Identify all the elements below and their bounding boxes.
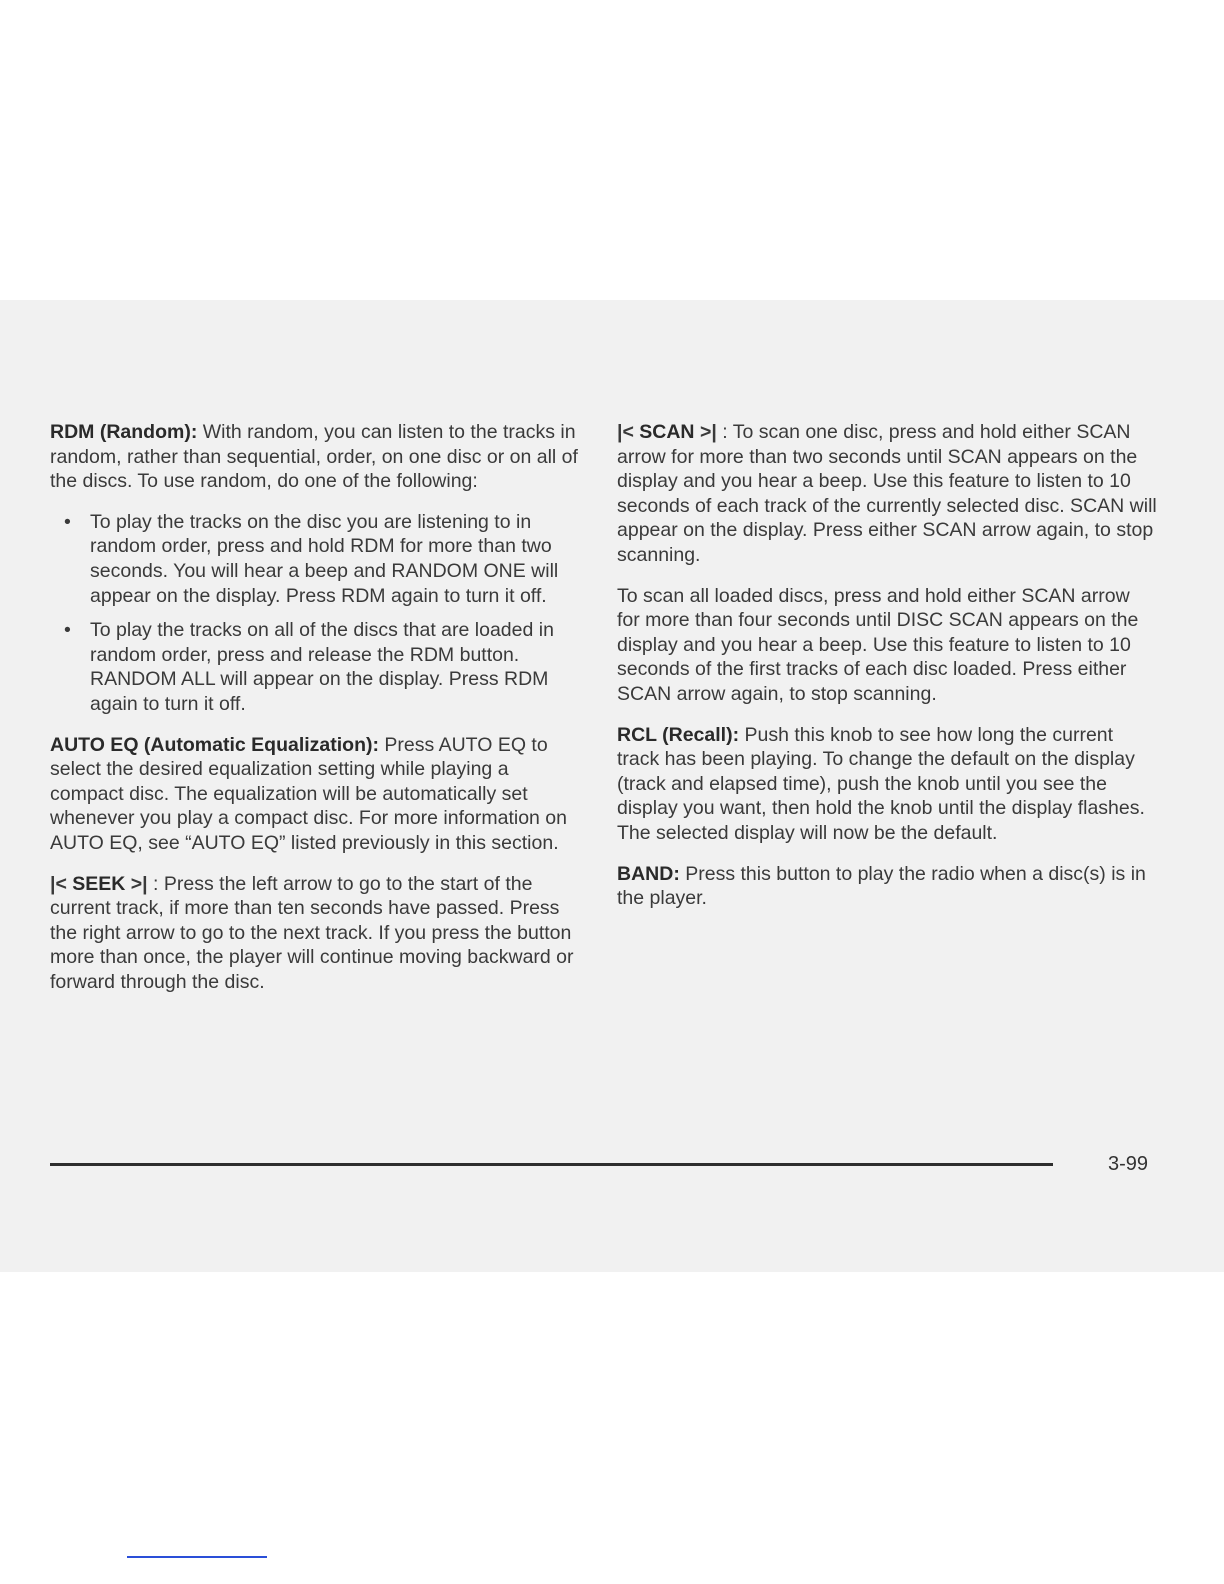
- footer-rule: [50, 1163, 1053, 1166]
- seek-paragraph: [50, 872, 580, 995]
- previous-track-icon: |<: [617, 421, 634, 443]
- rdm-paragraph: [50, 420, 580, 494]
- left-column: [50, 420, 580, 1010]
- previous-track-icon: |<: [50, 872, 67, 895]
- bullet-icon: •: [64, 510, 71, 533]
- scan-text: To scan one disc, press and hold either SCAN arrow for more than two seconds until SCAN appears on the display and you hear a beep. Use this feature to listen to 10 seconds of each track of the currently selected disc. SCAN will appear on the display. Press either SCAN arrow again, to stop scanning.: [617, 421, 1157, 566]
- rdm-bullet-text: To play the tracks on the disc you are listening to in random order, press and hold RDM for more than two seconds. You will hear a beep and RANDOM ONE will appear on the display. Press RDM again to turn it off.: [90, 510, 559, 607]
- rdm-text: With random, you can listen to the tracks in random, rather than sequential, order, on one disc or on all of the discs. To use random, do one of the following:: [50, 421, 578, 493]
- scan-paragraph: [617, 420, 1157, 568]
- next-track-icon: >|: [699, 421, 717, 443]
- right-column: [617, 420, 1157, 927]
- list-item: [64, 618, 580, 716]
- band-term: BAND:: [617, 862, 680, 885]
- band-paragraph: [617, 862, 1157, 911]
- next-track-icon: >|: [130, 872, 148, 895]
- scan-colon: :: [716, 421, 728, 443]
- band-text: Press this button to play the radio when a disc(s) is in the player.: [617, 862, 1146, 910]
- list-item: [64, 510, 580, 608]
- rcl-paragraph: [617, 723, 1157, 846]
- scan-term: SCAN: [639, 421, 695, 443]
- seek-colon: :: [147, 872, 159, 895]
- rdm-bullet-list: [50, 510, 580, 717]
- rdm-term: RDM (Random):: [50, 421, 198, 443]
- rcl-term: RCL (Recall):: [617, 723, 740, 746]
- seek-text: Press the left arrow to go to the start of the current track, if more than ten seconds have passed. Press the right arrow to go to the next track. If you press the button more than once, the player will continue moving backward or forward through the disc.: [50, 872, 574, 993]
- auto-eq-paragraph: [50, 733, 580, 856]
- rcl-text: Push this knob to see how long the current track has been playing. To change the default on the display (track and elapsed time), push the knob until you see the display you want, then hold the knob until the display flashes. The selected display will now be the default.: [617, 723, 1145, 844]
- page-number: 3-99: [1108, 1153, 1149, 1175]
- auto-eq-text: Press AUTO EQ to select the desired equalization setting while playing a compact disc. The equalization will be automatically set whenever you play a compact disc. For more information on AUTO EQ, see “AUTO EQ” listed previously in this section.: [50, 733, 567, 854]
- footer-link-underline[interactable]: [127, 1556, 267, 1558]
- scan-all-paragraph: To scan all loaded discs, press and hold either SCAN arrow for more than four seconds until DISC SCAN appears on the display and you hear a beep. Use this feature to listen to 10 seconds of the first tracks of each disc loaded. Press either SCAN arrow again, to stop scanning.: [617, 584, 1139, 705]
- seek-term: SEEK: [72, 872, 126, 895]
- bullet-icon: •: [64, 619, 71, 642]
- auto-eq-term: AUTO EQ (Automatic Equalization):: [50, 733, 379, 756]
- rdm-bullet-text: To play the tracks on all of the discs that are loaded in random order, press and release the RDM button. RANDOM ALL will appear on the display. Press RDM again to turn it off.: [90, 619, 554, 715]
